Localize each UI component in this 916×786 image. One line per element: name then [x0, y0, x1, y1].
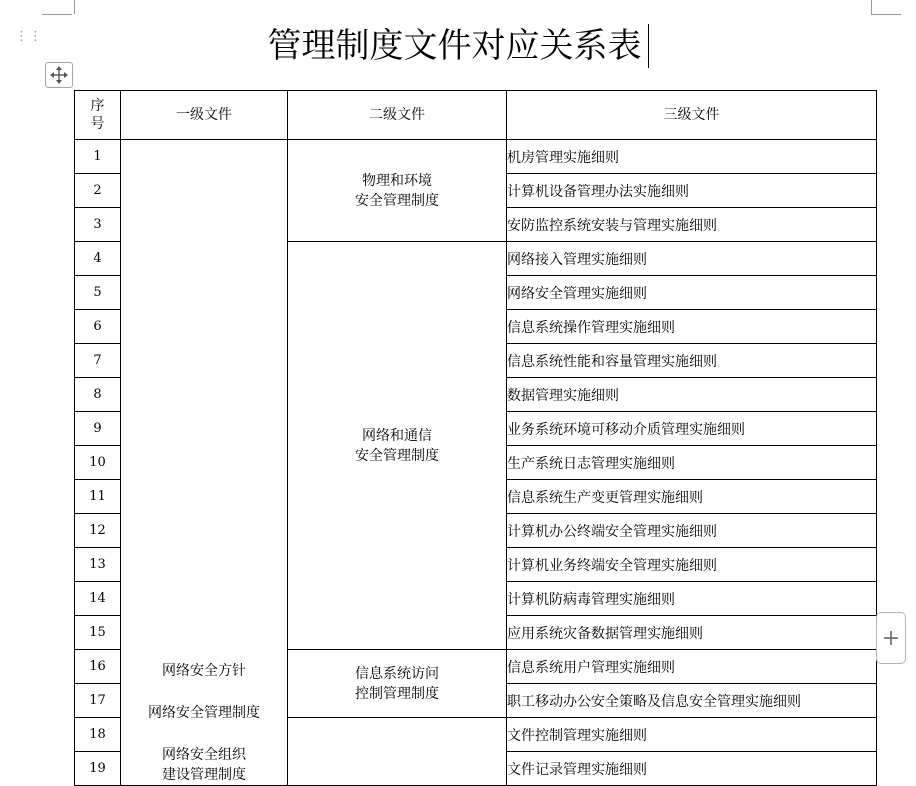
- level3-doc[interactable]: 网络接入管理实施细则: [507, 242, 877, 276]
- row-number: 14: [75, 582, 121, 616]
- level2-line: 安全管理制度: [355, 447, 439, 464]
- table-header-row: [75, 91, 877, 140]
- level3-doc[interactable]: 机房管理实施细则: [507, 140, 877, 174]
- level3-doc[interactable]: 文件记录管理实施细则: [507, 752, 877, 786]
- title-text: 管理制度文件对应关系表: [267, 26, 642, 66]
- row-number: 2: [75, 174, 121, 208]
- level1-doc: 建设管理制度: [162, 767, 246, 783]
- row-number: 15: [75, 616, 121, 650]
- level1-doc: 网络安全管理制度: [148, 705, 260, 721]
- level2-line: 控制管理制度: [355, 685, 439, 702]
- relation-table[interactable]: [74, 90, 877, 786]
- move-arrows-svg: [49, 65, 69, 85]
- row-number: 8: [75, 378, 121, 412]
- row-number: 12: [75, 514, 121, 548]
- level3-doc[interactable]: 计算机设备管理办法实施细则: [507, 174, 877, 208]
- header-seq: [75, 91, 121, 140]
- plus-icon[interactable]: +: [876, 612, 906, 664]
- header-level2: 二级文件: [288, 91, 507, 140]
- row-number: 3: [75, 208, 121, 242]
- row-number: 17: [75, 684, 121, 718]
- row-number: 5: [75, 276, 121, 310]
- level2-line: 网络和通信: [362, 427, 432, 444]
- level1-doc: 网络安全方针: [162, 663, 246, 679]
- header-seq-bottom: 号: [90, 116, 105, 132]
- row-number: 16: [75, 650, 121, 684]
- level3-doc[interactable]: 信息系统生产变更管理实施细则: [507, 480, 877, 514]
- level3-doc[interactable]: 信息系统用户管理实施细则: [507, 650, 877, 684]
- row-number: 1: [75, 140, 121, 174]
- page-corner-mark-right-vertical: [871, 0, 872, 14]
- page-title: [0, 24, 916, 68]
- level3-doc[interactable]: 应用系统灾备数据管理实施细则: [507, 616, 877, 650]
- level3-doc[interactable]: 信息系统性能和容量管理实施细则: [507, 344, 877, 378]
- level3-doc[interactable]: 信息系统操作管理实施细则: [507, 310, 877, 344]
- level3-doc[interactable]: 计算机业务终端安全管理实施细则: [507, 548, 877, 582]
- level2-line: 安全管理制度: [355, 192, 439, 209]
- level3-doc[interactable]: 职工移动办公安全策略及信息安全管理实施细则: [507, 684, 877, 718]
- row-number: 18: [75, 718, 121, 752]
- level2-cell[interactable]: [288, 650, 507, 718]
- level3-doc[interactable]: 安防监控系统安装与管理实施细则: [507, 208, 877, 242]
- table-row[interactable]: [75, 140, 877, 174]
- row-number: 10: [75, 446, 121, 480]
- row-number: 4: [75, 242, 121, 276]
- page-corner-mark-left: [42, 0, 72, 15]
- level3-doc[interactable]: 数据管理实施细则: [507, 378, 877, 412]
- level2-cell[interactable]: [288, 140, 507, 242]
- row-number: 11: [75, 480, 121, 514]
- level3-doc[interactable]: 生产系统日志管理实施细则: [507, 446, 877, 480]
- row-number: 7: [75, 344, 121, 378]
- level3-doc[interactable]: 业务系统环境可移动介质管理实施细则: [507, 412, 877, 446]
- row-number: 13: [75, 548, 121, 582]
- level1-cell[interactable]: [121, 140, 288, 786]
- level2-line: 物理和环境: [362, 172, 432, 189]
- level2-cell-empty[interactable]: [288, 718, 507, 786]
- move-arrows-icon[interactable]: [45, 62, 73, 88]
- level2-line: 信息系统访问: [355, 665, 439, 682]
- header-level3: 三级文件: [507, 91, 877, 140]
- level3-doc[interactable]: 网络安全管理实施细则: [507, 276, 877, 310]
- level3-doc[interactable]: 计算机办公终端安全管理实施细则: [507, 514, 877, 548]
- page-corner-mark-right: [871, 0, 901, 15]
- drag-dots-icon[interactable]: ⋮⋮: [15, 29, 43, 44]
- level3-doc[interactable]: 计算机防病毒管理实施细则: [507, 582, 877, 616]
- text-caret: [648, 24, 649, 68]
- row-number: 6: [75, 310, 121, 344]
- header-seq-top: 序: [90, 98, 105, 114]
- header-level1: 一级文件: [121, 91, 288, 140]
- row-number: 9: [75, 412, 121, 446]
- level2-cell[interactable]: [288, 242, 507, 650]
- row-number: 19: [75, 752, 121, 786]
- level1-doc: 网络安全组织: [162, 747, 246, 763]
- page-corner-mark-left-vertical: [74, 0, 75, 14]
- level3-doc[interactable]: 文件控制管理实施细则: [507, 718, 877, 752]
